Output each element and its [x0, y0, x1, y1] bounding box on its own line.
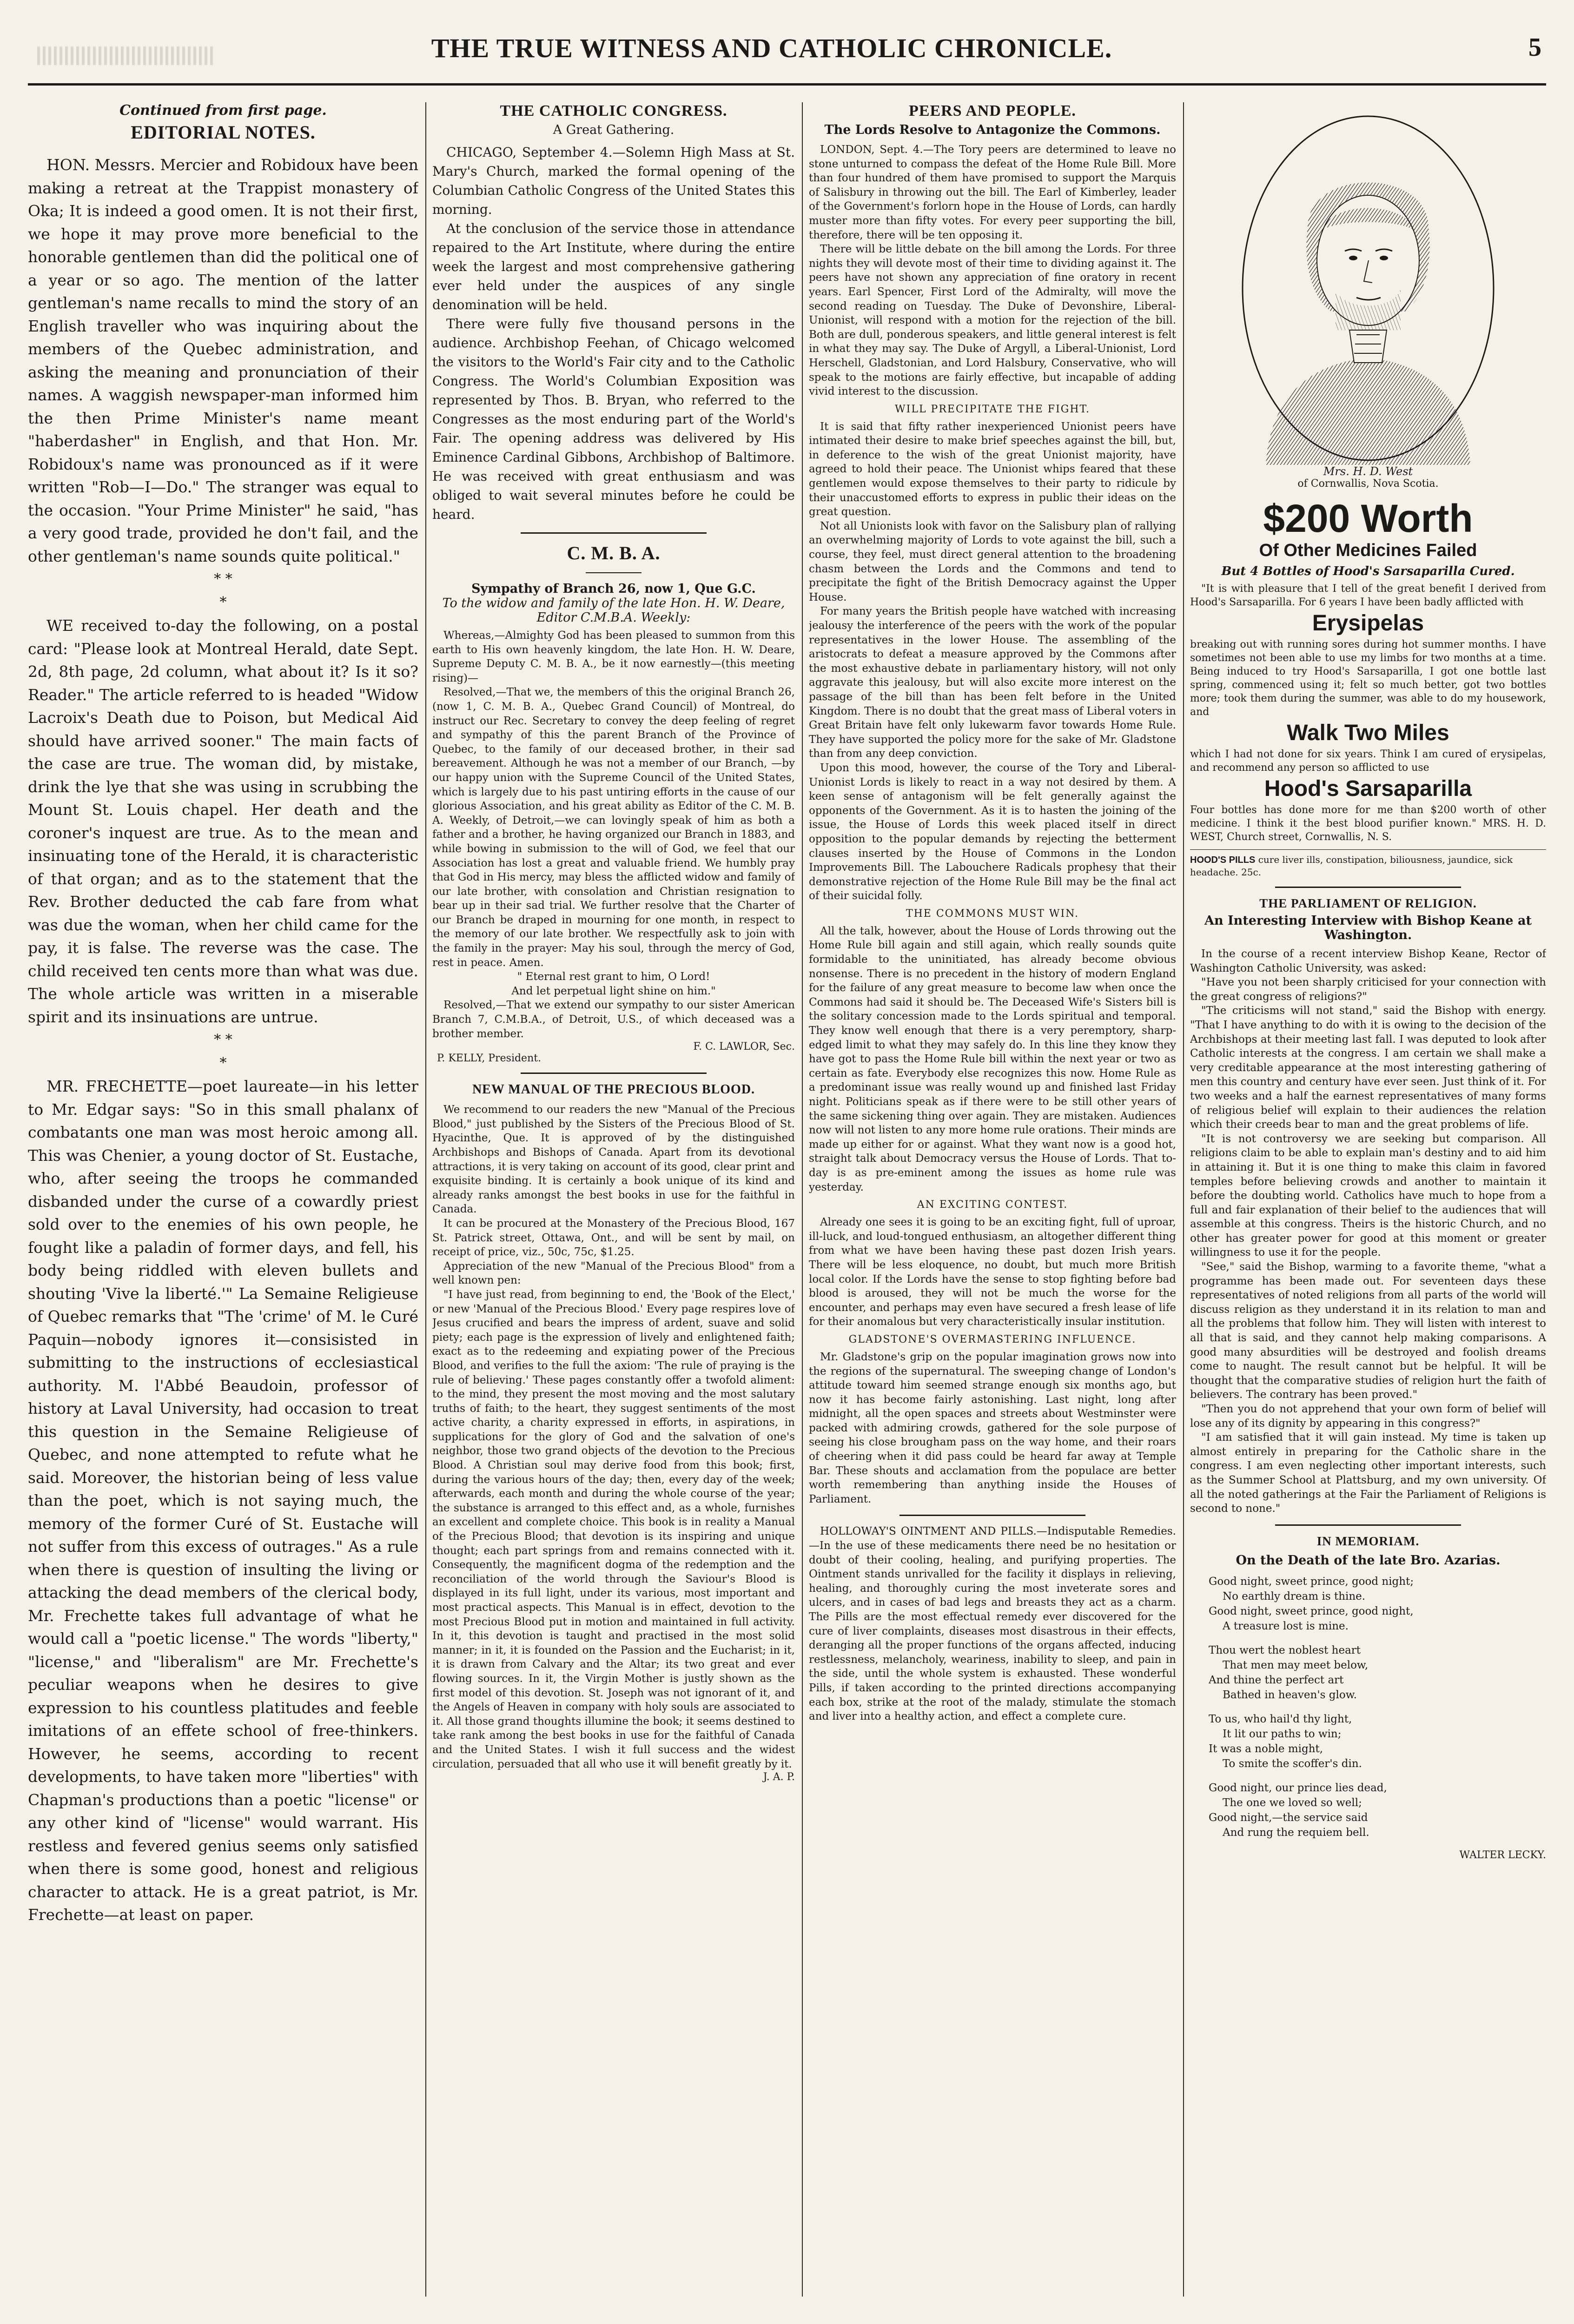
column-rule: [1183, 102, 1184, 2297]
section-rule: [521, 532, 707, 534]
article-paragraph: Already one sees it is going to be an exciting fight, full of uproar, ill-luck, and loud-tongued enthusiasm, an altogether different thing from what we have been having these past dozen Irish years. There will be less eloquence, no doubt, but much more British local color. If the Lords have the sense to stop fighting before bad blood is aroused, they will not be much the worse for the encounter, and perhaps may even have secured a fresh lease of life for their anomalous but very characteristically insular institution.: [809, 1216, 1176, 1328]
section-subhead: GLADSTONE'S OVERMASTERING INFLUENCE.: [848, 1333, 1137, 1345]
poem-line: Good night, sweet prince, good night,: [1209, 1605, 1414, 1617]
portrait-location: of Cornwallis, Nova Scotia.: [1297, 478, 1439, 490]
column-editorial: [28, 102, 418, 2297]
interview-paragraph: In the course of a recent interview Bishop Keane, Rector of Washington Catholic University, was asked:: [1190, 948, 1546, 974]
parliament-subheading: An Interesting Interview with Bishop Keane at Washington.: [1204, 914, 1532, 942]
article-paragraph: There will be little debate on the bill among the Lords. For three nights they will devote most of their time to dividing against it. The peers have not shown any appreciation of fine oratory in recent years. Earl Spencer, First Lord of the Admiralty, will move the second reading on Tuesday. The Duke of Devonshire, Liberal-Unionist, will respond with a motion for the rejection of the bill. Both are dull, ponderous speakers, and little general interest is felt in what they may say. The Duke of Argyll, a Liberal-Unionist, Lord Herschell, Gladstonian, and Lord Halsbury, Conservative, who will speak to the motions are fairly effective, but incapable of adding vivid interest to the discussion.: [809, 243, 1176, 398]
cmba-address: To the widow and family of the late Hon. H. W. Deare, Editor C.M.B.A. Weekly:: [442, 596, 785, 625]
poem-stanza: [1190, 1643, 1546, 1702]
cmba-subheading: Sympathy of Branch 26, now 1, Que G.C.: [471, 582, 756, 596]
manual-paragraph: "I have just read, from beginning to end, the 'Book of the Elect,' or new 'Manual of the Precious Blood.' Every page respires love of Jesus crucified and bears the impress of ardent, suave and solid piety; each page is the expression of lively and enlightened faith; exact as to the redeeming and expiating power of the Precious Blood, and verifies to the full the axiom: 'The rule of praying is the rule of believing.' These pages constantly offer a twofold aliment: to the mind, they present the most moving and the most salutary truths of faith; to the heart, they suggest sentiments of the most active charity, a charity expressed in efforts, in aspirations, in supplications for the glory of God and the salvation of one's neighbor, those two grand objects of the devotion to the Precious Blood. A Christian soul may derive food from this book; first, during the various hours of the day; then, every day of the week; afterwards, each month and during the whole course of the year; the substance is arranged to this effect and, as a whole, furnishes an excellent and complete choice. This book is in reality a Manual of the Precious Blood; that devotion is its inspiring and unique thought; each part springs from and remains connected with it. Consequently, the magnificent dogma of the redemption and the reconciliation of the world through the Saviour's Blood is displayed in its full light, under its various, most important and most practical aspects. This Manual is in effect, devotion to the most Precious Blood put in motion and maintained in full activity. In it, this devotion is taught and practised in the most solid manner; in it, it is founded on the Passion and the Eucharist; in it, it is drawn from Calvary and the Altar; its two great and ever flowing sources. In it, the Virgin Mother is justly shown as the first model of this devotion. St. Joseph was not ignorant of it, and the Angels of Heaven in company with holy souls are associated to it. All those grand thoughts illumine the book; it seems destined to take rank among the best books in use for the faithful of Canada and the United States. I wish it full success and the widest circulation, persuaded that all who use it will benefit greatly by it.: [432, 1288, 795, 1770]
article-paragraph: LONDON, Sept. 4.—The Tory peers are determined to leave no stone unturned to compass the defeat of the Home Rule Bill. More than four hundred of them have promised to support the Marquis of Salisbury in throwing out the bill. The Earl of Kimberley, leader of the Government's forlorn hope in the House of Lords, can hardly muster more than fifty votes. For every peer supporting the bill, therefore, there will be ten opposing it.: [809, 144, 1176, 241]
poem-stanza: [1190, 1712, 1546, 1771]
section-asterism: * * *: [214, 1032, 232, 1071]
poem-stanza: [1190, 1781, 1546, 1840]
editorial-paragraph: WE received to-day the following, on a postal card: "Please look at Montreal Herald, date Sept. 2d, 8th page, 2d column, what about it? Is it so? Reader." The article referred to is headed "Widow Lacroix's Death due to Poison, but Medical Aid should have arrived sooner." The main facts of the case are true. The woman did, by mistake, drink the lye that she was using in scrubbing the Mount St. Louis chapel. Her death and the coroner's inquest are true. As to the mean and insinuating tone of the Herald, it is characteristic of that organ; and as to the statement that the Rev. Brother deducted the cab fare from what was due the woman, when her child came for the pay, it is false. The reverse was the case. The child received ten cents more than what was due. The whole article was written in a miserable spirit and its insinuations are untrue.: [28, 616, 418, 1026]
advert-text: which I had not done for six years. Think I am cured of erysipelas, and recommend any person so afflicted to use: [1190, 748, 1546, 774]
memoriam-poem: [1190, 1574, 1546, 1840]
section-subhead: AN EXCITING CONTEST.: [917, 1199, 1068, 1211]
poem-stanza: [1190, 1574, 1546, 1634]
pills-text: cure liver ills, constipation, biliousness, jaundice, sick headache. 25c.: [1190, 854, 1513, 878]
poem-line: A treasure lost is mine.: [1223, 1620, 1349, 1632]
poem-line: It lit our paths to win;: [1223, 1728, 1342, 1740]
advert-callout: Erysipelas: [1312, 611, 1424, 636]
poem-line: No earthly dream is thine.: [1223, 1590, 1366, 1602]
interview-paragraph: "Then you do not apprehend that your own form of belief will lose any of its dignity by appearing in this congress?": [1190, 1403, 1546, 1430]
manual-paragraph: We recommend to our readers the new "Manual of the Precious Blood," just published by the Sisters of the Precious Blood of St. Hyacinthe, Que. It is approved of by the distinguished Archbishops and Bishops of Canada. Apart from its devotional attractions, it is very taking on account of its good, clear print and exquisite binding. It is certainly a book unique of its kind and already ranks amongst the best books in use for the faithful in Canada.: [432, 1104, 795, 1216]
parliament-heading: THE PARLIAMENT OF RELIGION.: [1259, 896, 1477, 910]
article-paragraph: At the conclusion of the service those in attendance repaired to the Art Institute, where during the entire week the largest and most comprehensive gathering ever held under the auspices of any single denomination will be held.: [432, 221, 795, 312]
manual-paragraph: It can be procured at the Monastery of the Precious Blood, 167 St. Patrick street, Ottawa, Ont., and will be sent by mail, on receipt of price, viz., 50c, 75c, $1.25.: [432, 1217, 795, 1258]
congress-heading: THE CATHOLIC CONGRESS.: [500, 102, 727, 119]
pills-notice: [1190, 849, 1546, 878]
interview-paragraph: "I am satisfied that it will gain instead. My time is taken up almost entirely in preparing for the Catholic share in the congress. I am even neglecting other important interests, such as the Summer School at Plattsburg, and my own university. Of all the noted gatherings at the Fair the Parliament of Religions is second to none.": [1190, 1431, 1546, 1515]
masthead-rule: [28, 83, 1546, 86]
poem-line: Good night, our prince lies dead,: [1209, 1781, 1387, 1794]
poem-line: And rung the requiem bell.: [1223, 1826, 1369, 1839]
column-peers: [809, 102, 1176, 2297]
article-paragraph: There were fully five thousand persons in the audience. Archbishop Feehan, of Chicago welcomed the visitors to the World's Fair city and to the Catholic Congress. The World's Columbian Exposition was represented by Thos. B. Bryan, who referred to the Congresses as the most enduring part of the World's Fair. The opening address was delivered by His Eminence Cardinal Gibbons, Archbishop of Baltimore. He was received with great enthusiasm and was obliged to wait several minutes before he could be heard.: [432, 316, 795, 522]
page-number: 5: [1528, 33, 1541, 62]
advert-text: "It is with pleasure that I tell of the great benefit I derived from Hood's Sarsaparilla. For 6 years I have been badly afflicted with: [1190, 583, 1546, 608]
poem-line: Bathed in heaven's glow.: [1223, 1688, 1357, 1701]
article-paragraph: It is said that fifty rather inexperienced Unionist peers have intimated their desire to make brief speeches against the bill, but, in deference to the wish of the great Unionist majority, have agreed to hold their peace. The Unionist whips feared that these gentlemen would expose themselves to their party to ridicule by their unaccustomed efforts to express in public their ideas on the great question.: [809, 420, 1176, 518]
editorial-heading: EDITORIAL NOTES.: [131, 122, 316, 143]
poem-signature: WALTER LECKY.: [1459, 1849, 1546, 1861]
article-paragraph: Upon this mood, however, the course of the Tory and Liberal-Unionist Lords is likely to react in a way not desired by them. A keen sense of antagonism will be felt generally against the opponents of the Government. As it is to hasten the joining of the issue, the House of Lords this week placed itself in direct opposition to the popular demands by rejecting the betterment clauses inserted by the House of Commons in the London Improvements Bill. The Labouchere Radicals prophesy that their demonstrative rejection of the Home Rule Bill may be the final act of their suicidal folly.: [809, 761, 1176, 902]
poem-line: To us, who hail'd thy light,: [1209, 1713, 1352, 1725]
portrait-caption: Mrs. H. D. West: [1323, 465, 1413, 478]
resolution-paragraph: Resolved,—That we, the members of this the original Branch 26, (now 1, C. M. B. A., Quebec Grand Council) of Montreal, do instruct our Rec. Secretary to convey the deep feeling of regret and sympathy of this the parent Branch of the Province of Quebec, to the family of our deceased brother, in their sad bereavement. Although he was not a member of our Branch, —by our happy union with the Supreme Council of the United States, which is largely due to his past untiring efforts in the cause of our glorious Association, and his great ability as Editor of the C. M. B. A. Weekly, of Detroit,—we can lovingly speak of him as both a father and a brother, he having organized our Branch in 1883, and while bowing in submission to the will of God, we feel that our Association has lost a great and valuable friend. We humbly pray that God in His mercy, may bless the afflicted widow and family of our late brother, with consolation and Christian resignation to bear up in their sad trial. We further resolve that the Charter of our Branch be draped in mourning for one month, in respect to the memory of our late brother. We respectfully ask to join with the family in the prayer: May his soul, through the mercy of God, rest in peace. Amen.: [432, 686, 795, 969]
memoriam-subheading: On the Death of the late Bro. Azarias.: [1236, 1553, 1501, 1568]
poem-line: To smite the scoffer's din.: [1223, 1757, 1362, 1770]
interview-paragraph: "Have you not been sharply criticised for your connection with the great congress of religions?": [1190, 976, 1546, 1003]
masthead: [28, 19, 1546, 88]
poem-line: It was a noble might,: [1209, 1742, 1323, 1755]
woman-portrait-icon: [1238, 112, 1498, 465]
poem-line: The one we loved so well;: [1223, 1796, 1362, 1809]
poem-line: Thou wert the noblest heart: [1209, 1644, 1361, 1656]
advert-callout: Hood's Sarsaparilla: [1264, 776, 1472, 801]
advert-callout: Walk Two Miles: [1287, 721, 1449, 745]
section-rule: [899, 1515, 1085, 1516]
poem-line: And thine the perfect art: [1209, 1674, 1344, 1686]
advert-tagline: But 4 Bottles of Hood's Sarsaparilla Cured.: [1221, 564, 1515, 578]
poem-line: That men may meet below,: [1223, 1659, 1369, 1671]
article-paragraph: For many years the British people have watched with increasing jealousy the interference of the peers with the work of the popular representatives in the lower House. The assembling of the aristocrats to defeat a measure approved by the Commons after the most exhaustive debate in parliamentary history, will not only aggravate this jealousy, but will also excite more interest on the passage of the bill than has been felt before in the United Kingdom. There is no doubt that the great mass of Liberal voters in Great Britain have felt only lukewarm favor towards Home Rule. They have supported the policy more for the sake of Mr. Gladstone than from any deep conviction.: [809, 605, 1176, 760]
peers-heading: PEERS AND PEOPLE.: [909, 102, 1076, 119]
editorial-paragraph: HON. Messrs. Mercier and Robidoux have been making a retreat at the Trappist monastery of Oka; It is indeed a good omen. It is not their first, we hope it may prove more beneficial to the honorable gentlemen than did the political one of a year or so ago. The mention of the latter gentleman's name recalls to mind the story of an English traveller who was inquiring about the members of the Quebec administration, and asking the meaning and pronunciation of their names. A waggish newspaper-man informed him the then Prime Minister's name meant "haberdasher" in English, and that Hon. Mr. Robidoux's name was pronounced as if it were written "Rob—I—Do." The stranger was equal to the occasion. "Your Prime Minister" he said, "has a very good trade, provided he don't fail, and the other gentleman's name sounds quite political.": [28, 156, 418, 565]
section-asterism: * * *: [214, 571, 232, 610]
article-paragraph: Not all Unionists look with favor on the Salisbury plan of rallying an overwhelming majority of Lords to vote against the bill, such a course, they feel, must direct general attention to the broadening chasm between the Lords and the Commons and tend to precipitate the fight of the British Democracy against the Upper House.: [809, 520, 1176, 603]
section-subhead: WILL PRECIPITATE THE FIGHT.: [895, 403, 1090, 415]
manual-paragraph: Appreciation of the new "Manual of the Precious Blood" from a well known pen:: [432, 1260, 795, 1287]
interview-paragraph: "It is not controversy we are seeking but comparison. All religions claim to be able to explain man's destiny and to aid him in attaining it. But it is one thing to make this claim in favored temples before believing crowds and another to maintain it before the doubting world. Catholics have much to hope from a full and fair explanation of their belief to the audiences that will assemble at this congress. Theirs is the historic Church, and no other has greater power for good at this moment or greater willingness to use it for the people.: [1190, 1132, 1546, 1259]
pills-name: HOOD'S PILLS: [1190, 855, 1256, 865]
section-rule: [521, 1073, 707, 1074]
peers-subheading: The Lords Resolve to Antagonize the Commons.: [824, 123, 1161, 137]
article-paragraph: CHICAGO, September 4.—Solemn High Mass at St. Mary's Church, marked the formal opening of the Columbian Catholic Congress of the United States this morning.: [432, 145, 795, 217]
column-rule: [425, 102, 426, 2297]
column-congress: [432, 102, 795, 2297]
interview-paragraph: "The criticisms will not stand," said the Bishop with energy. "That I have anything to do with it is owing to the decision of the Archbishops at their meeting last fall. I was deputed to look after Catholic interests at the congress. I am certain we shall make a very creditable appearance at the most interesting gathering of men this country and century have ever seen. Just think of it. For two weeks and a half the earnest representatives of many forms of religious belief will explain to their audiences the relation which their creeds bear to man and the great problems of life.: [1190, 1005, 1546, 1131]
memoriam-heading: IN MEMORIAM.: [1316, 1534, 1420, 1548]
poem-line: Good night, sweet prince, good night;: [1209, 1575, 1414, 1588]
signature: P. KELLY, President.: [437, 1053, 542, 1065]
verse-line: " Eternal rest grant to him, O Lord!: [517, 971, 710, 983]
cmba-heading: C. M. B. A.: [567, 543, 661, 563]
portrait-illustration: [1238, 112, 1498, 465]
section-subhead: THE COMMONS MUST WIN.: [906, 907, 1079, 920]
signature: J. A. P.: [763, 1771, 795, 1783]
congress-subheading: A Great Gathering.: [553, 123, 675, 137]
article-paragraph: Mr. Gladstone's grip on the popular imagination grows now into the regions of the supernatural. The sweeping change of London's attitude toward him seemed strange enough six months ago, but now it has become fairly astonishing. Last night, long after midnight, all the open spaces and streets about Westminster were packed with admiring crowds, gathered for the sole purpose of seeing his close brougham pass on the way home, and their roars of cheering when it did pass could be heard far away at Temple Bar. These shouts and acclamation from the populace are better worth remembering than anything inside the Houses of Parliament.: [809, 1351, 1176, 1505]
column-advert: [1190, 102, 1546, 2297]
section-rule: [586, 572, 642, 573]
advert-subhead: Of Other Medicines Failed: [1259, 541, 1477, 560]
column-rule: [802, 102, 803, 2297]
continued-note: Continued from first page.: [119, 102, 327, 119]
interview-paragraph: "See," said the Bishop, warming to a favorite theme, "what a programme has been made out. For seventeen days these representatives of noted religions from all parts of the world will discuss religion as they understand it in its relation to man and all the problems that follow him. They will listen with interest to all that is said, and they cannot help making comparisons. A good many absurdities will be destroyed and foolish dreams come to naught. The result cannot but be helpful. It will be thought that the comparative studies of religion hurt the faith of believers. The contrary has been proved.": [1190, 1261, 1546, 1401]
article-paragraph: All the talk, however, about the House of Lords throwing out the Home Rule bill again and still again, which really sounds quite formidable to the uninitiated, has already become obvious nonsense. There is no precedent in the history of modern England for the failure of any great measure to become law when once the Commons had said it should be. The Deceased Wife's Sisters bill is the solitary concession made to the Lords spiritual and temporal. They know well enough that there is a very peremptory, sharp-edged limit to what they may safely do. In this line they know they have got to pass the Home Rule bill within the next year or two as certain as fate. Everybody else recognizes this now. Home Rule as a predominant issue was really wound up and finished last Friday night. Politicians speak as if there were to be still other years of the same sickening thing over again. They are mistaken. Audiences now will not listen to any more home rule orations. Their minds are made up either for or against. What they want now is a good hot, straight talk about Democracy versus the House of Lords. That to-day is as pre-eminent among the issues as home rule was yesterday.: [809, 925, 1176, 1193]
advert-headline: $200 Worth: [1263, 497, 1473, 540]
manual-heading: NEW MANUAL OF THE PRECIOUS BLOOD.: [472, 1082, 755, 1097]
resolution-paragraph: Whereas,—Almighty God has been pleased to summon from this earth to His own heavenly kingdom, the late Hon. H. W. Deare, Supreme Deputy C. M. B. A., be it now earnestly—(this meeting rising)—: [432, 629, 795, 684]
verse-line: And let perpetual light shine on him.": [511, 985, 716, 997]
advert-paragraph: HOLLOWAY'S OINTMENT AND PILLS.—Indisputable Remedies.—In the use of these medicaments there need be no hesitation or doubt of their cooling, healing, and purifying properties. The Ointment stands unrivalled for the facility it displays in relieving, healing, and thoroughly curing the most inveterate sores and ulcers, and in cases of bad legs and breasts they act as a charm. The Pills are the most effectual remedy ever discovered for the cure of liver complaints, diseases most disastrous in their effects, deranging all the proper functions of the organs affected, inducing restlessness, melancholy, weariness, inability to sleep, and pain in the side, until the whole system is exhausted. These wonderful Pills, if taken according to the printed directions accompanying each box, strike at the root of the malady, stimulate the stomach and liver into a healthy action, and effect a complete cure.: [809, 1525, 1176, 1723]
editorial-paragraph: MR. FRECHETTE—poet laureate—in his letter to Mr. Edgar says: "So in this small phalanx of combatants one man was most heroic among all. This was Chenier, a young doctor of St. Eustache, who, after seeing the troops he commanded disbanded under the curse of a cowardly priest sold over to the enemies of his own people, he fought like a paladin of former days, and fell, his body being riddled with eleven bullets and shouting 'Vive la liberté.'" La Semaine Religieuse of Quebec remarks that "The 'crime' of M. le Curé Paquin—nobody ignores it—consisisted in submitting to the instructions of ecclesiastical authority. M. l'Abbé Beaudoin, professor of history at Laval University, had occasion to treat this question in the Semaine Religieuse of Quebec, and none attempted to refute what he said. Moreover, the historian being of less value than the poet, which is not saying much, the memory of the former Curé of St. Eustache will not suffer from this excess of outrages." As a rule when there is question of insulting the living or attacking the dead members of the clerical body, Mr. Frechette takes full advantage of what he would call a "poetic license." The words "liberty," "license," and "liberalism" are Mr. Frechette's peculiar weapons when he desires to give expression to his countless platitudes and feeble imitations of an effete school of free-thinkers. However, he seems, according to recent developments, to have taken more "liberties" with Chapman's productions than a poetic "license" or any other kind of "license" would warrant. His restless and fevered genius seems only satisfied when there is some good, honest and religious character to attack. He is a great patriot, is Mr. Frechette—at least on paper.: [28, 1077, 418, 1924]
newspaper-title: THE TRUE WITNESS AND CATHOLIC CHRONICLE.: [431, 33, 1112, 63]
advert-text: Four bottles has done more for me than $200 worth of other medicine. I think it the best blood purifier known." MRS. H. D. WEST, Church street, Cornwallis, N. S.: [1190, 804, 1546, 843]
section-rule: [1275, 1524, 1461, 1526]
poem-line: Good night,—the service said: [1209, 1811, 1368, 1824]
resolution-paragraph: Resolved,—That we extend our sympathy to our sister American Branch 7, C.M.B.A., of Detroit, U.S., of which deceased was a brother member.: [432, 999, 795, 1040]
signature: F. C. LAWLOR, Sec.: [693, 1041, 795, 1053]
section-rule: [1275, 887, 1461, 888]
advert-text: breaking out with running sores during hot summer months. I have sometimes not been able to use my limbs for two months at a time. Being induced to try Hood's Sarsaparilla, I got one bottle last spring, commenced using it; felt so much better, got two bottles more; took them during the summer, was able to do my housework, and: [1190, 639, 1546, 718]
